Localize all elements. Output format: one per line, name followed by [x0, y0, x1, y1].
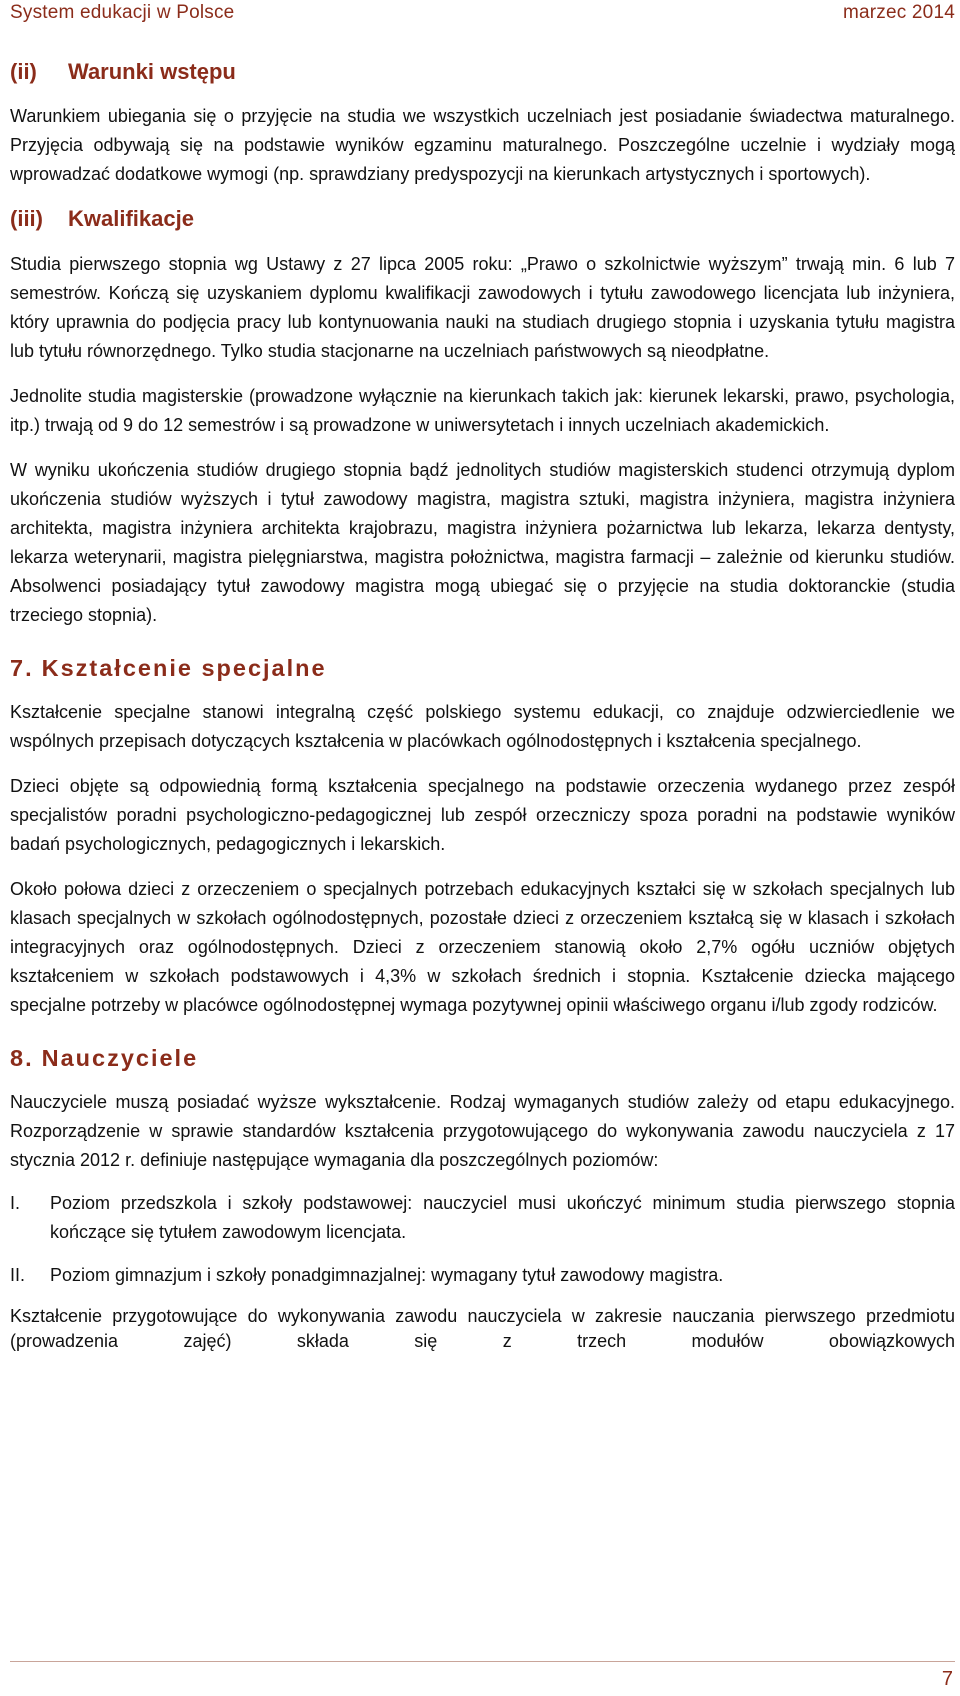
list-marker: I. [10, 1193, 21, 1213]
document-page [10, 0, 955, 1696]
section-title: Kształcenie specjalne [41, 655, 327, 681]
paragraph: W wyniku ukończenia studiów drugiego stopnia bądź jednolitych studiów magisterskich studenci otrzymują dyplom ukończenia studiów wyższych i tytuł zawodowy magistra, magistra sztuki, magistra inżyniera, magistra inżyniera architekta, magistra inżyniera architekta krajobrazu, magistra inżyniera pożarnictwa lub lekarza, lekarza dentysty, lekarza weterynarii, magistra pielęgniarstwa, magistra położnictwa, magistra farmacji – zależnie od kierunku studiów. Absolwenci posiadający tytuł zawodowy magistra mogą ubiegać się o przyjęcie na studia doktoranckie (studia trzeciego stopnia). [10, 460, 955, 625]
subsection-number: (iii) [10, 206, 43, 231]
list-item-text: Poziom przedszkola i szkoły podstawowej: nauczyciel musi ukończyć minimum studia pierwszego stopnia kończące się tytułem zawodowym licencjata. [50, 1193, 955, 1242]
subsection-title: Kwalifikacje [68, 206, 194, 231]
paragraph: Studia pierwszego stopnia wg Ustawy z 27 lipca 2005 roku: „Prawo o szkolnictwie wyższym” trwają min. 6 lub 7 semestrów. Kończą się uzyskaniem dyplomu kwalifikacji zawodowych i tytułu zawodowego licencjata lub inżyniera, który uprawnia do podjęcia pracy lub kontynuowania nauki na studiach drugiego stopnia i uzyskania tytułu magistra lub tytułu równorzędnego. Tylko studia stacjonarne na uczelniach państwowych są nieodpłatne. [10, 254, 955, 361]
list-item-text: Poziom gimnazjum i szkoły ponadgimnazjalnej: wymagany tytuł zawodowy magistra. [50, 1265, 724, 1285]
paragraph: Około połowa dzieci z orzeczeniem o specjalnych potrzebach edukacyjnych kształci się w szkołach specjalnych lub klasach specjalnych w szkołach ogólnodostępnych, pozostałe dzieci z orzeczeniem kształcą się w klasach i szkołach integracyjnych oraz ogólnodostępnych. Dzieci z orzeczeniem stanowią około 2,7% ogółu uczniów objętych kształceniem w szkołach podstawowych i 4,3% w szkołach średnich i stopnia. Kształcenie dziecka mającego specjalne potrzeby w placówce ogólnodostępnej wymaga pozytywnej opinii właściwego organu i/lub zgody rodziców. [10, 879, 955, 1015]
running-header [10, 2, 955, 26]
section-heading-8 [10, 1042, 955, 1074]
paragraph: Kształcenie przygotowujące do wykonywania zawodu nauczyciela w zakresie nauczania pierwszego przedmiotu (prowadzenia zajęć) składa się z trzech modułów obowiązkowych [10, 1306, 955, 1351]
section-number: 8. [10, 1045, 34, 1071]
list-item [10, 1189, 955, 1247]
list-item [10, 1261, 955, 1290]
subsection-heading-iii [10, 203, 955, 235]
subsection-heading-ii [10, 56, 955, 88]
paragraph: Dzieci objęte są odpowiednią formą kształcenia specjalnego na podstawie orzeczenia wydanego przez zespół specjalistów poradni psychologiczno-pedagogicznej lub zespół orzeczniczy spoza poradni na podstawie wyników badań psychologicznych, pedagogicznych i lekarskich. [10, 776, 955, 854]
page-content [10, 56, 955, 1354]
paragraph: Nauczyciele muszą posiadać wyższe wykształcenie. Rodzaj wymaganych studiów zależy od etapu edukacyjnego. Rozporządzenie w sprawie standardów kształcenia przygotowującego do wykonywania zawodu nauczyciela z 17 stycznia 2012 r. definiuje następujące wymagania dla poszczególnych poziomów: [10, 1092, 955, 1170]
list-marker: II. [10, 1265, 26, 1285]
paragraph: Kształcenie specjalne stanowi integralną część polskiego systemu edukacji, co znajduje odzwierciedlenie we wspólnych przepisach dotyczących kształcenia w placówkach ogólnodostępnych i kształcenia specjalnego. [10, 702, 955, 751]
paragraph: Warunkiem ubiegania się o przyjęcie na studia we wszystkich uczelniach jest posiadanie świadectwa maturalnego. Przyjęcia odbywają się na podstawie wyników egzaminu maturalnego. Poszczególne uczelnie i wydziały mogą wprowadzać dodatkowe wymogi (np. sprawdziany predyspozycji na kierunkach artystycznych i sportowych). [10, 106, 955, 184]
subsection-title: Warunki wstępu [68, 59, 236, 84]
header-date: marzec 2014 [842, 2, 955, 23]
subsection-number: (ii) [10, 59, 37, 84]
footer-divider [10, 1661, 955, 1662]
paragraph: Jednolite studia magisterskie (prowadzone wyłącznie na kierunkach takich jak: kierunek lekarski, prawo, psychologia, itp.) trwają od 9 do 12 semestrów i są prowadzone w uniwersytetach i innych uczelniach akademickich. [10, 386, 955, 435]
section-title: Nauczyciele [41, 1045, 199, 1071]
page-number: 7 [941, 1668, 953, 1690]
section-number: 7. [10, 655, 34, 681]
header-title: System edukacji w Polsce [10, 2, 235, 23]
section-heading-7 [10, 652, 955, 684]
